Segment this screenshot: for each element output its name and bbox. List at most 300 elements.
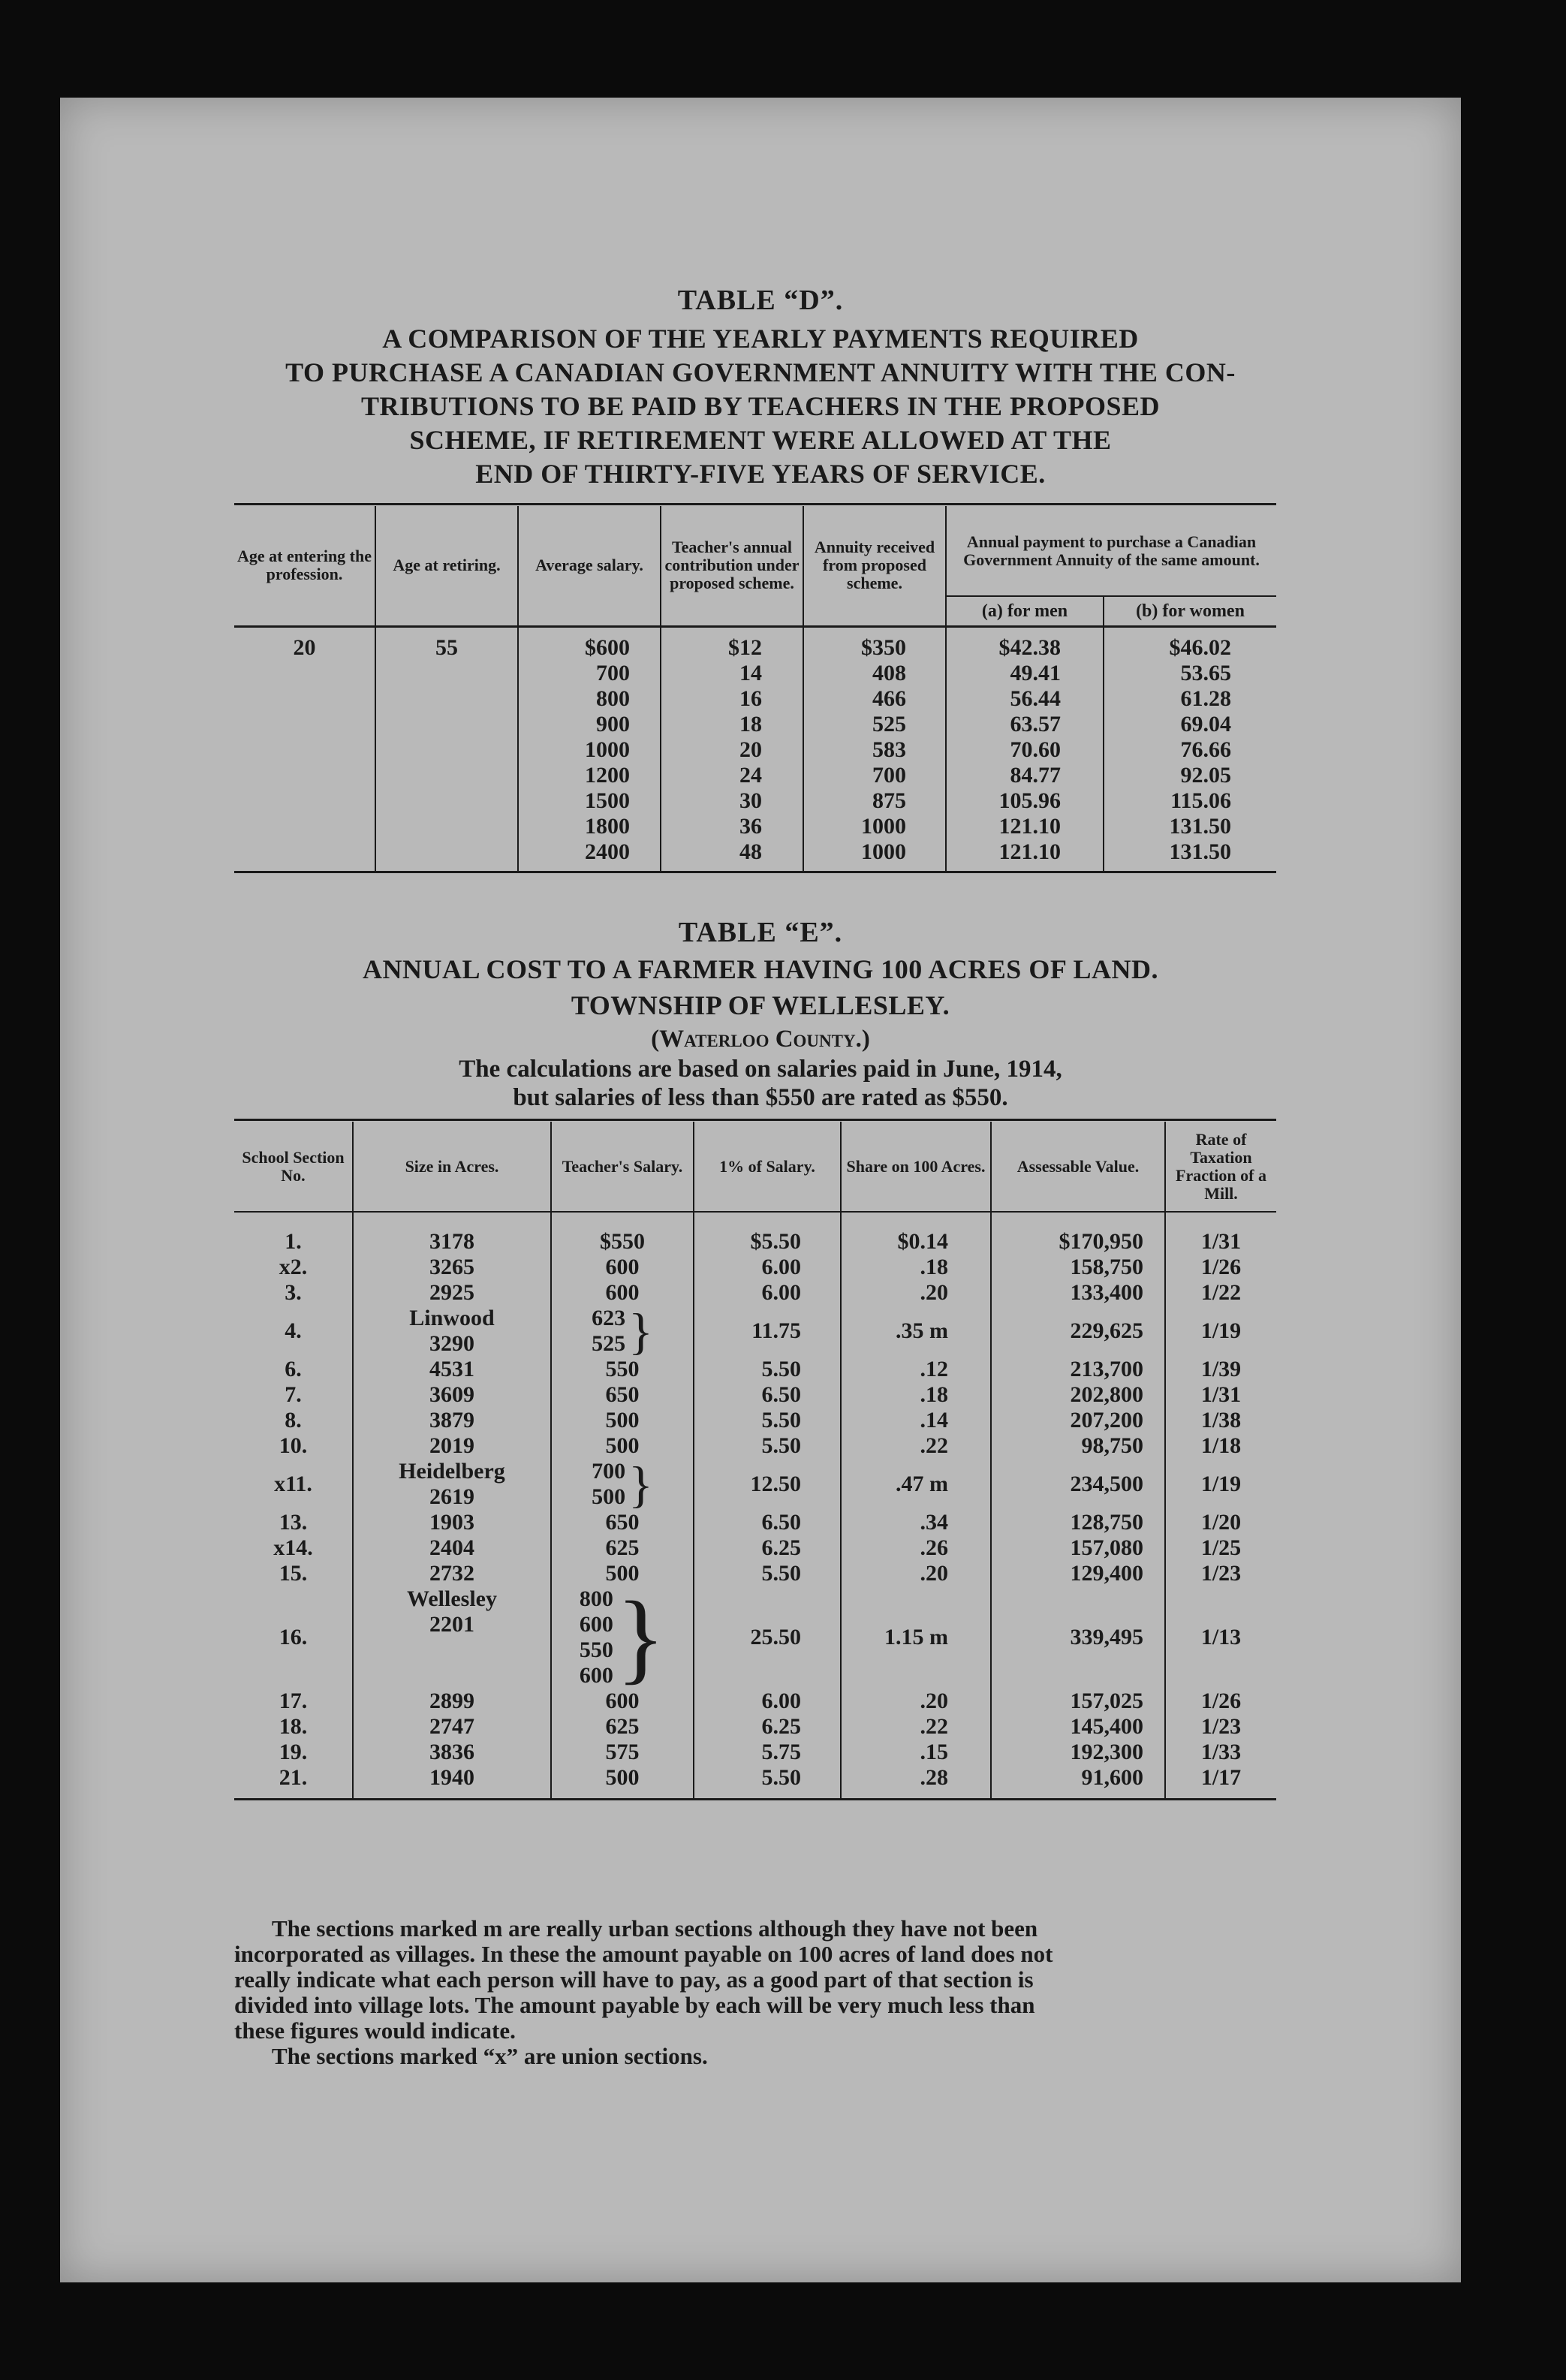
table-e-row	[234, 1433, 1276, 1459]
table-e-cell-share: .28	[841, 1765, 991, 1800]
table-e-cell-rate: 1/26	[1165, 1255, 1276, 1280]
table-e-cell-salary	[551, 1255, 694, 1280]
salary-values	[606, 1740, 640, 1765]
table-d-cell-men: 63.57	[946, 712, 1104, 737]
salary-value: 600	[579, 1612, 613, 1637]
table-e-cell-share: $0.14	[841, 1212, 991, 1255]
table-d-cell-entering	[234, 686, 375, 712]
table-e-header-rate: Rate of Taxation Fraction of a Mill.	[1165, 1122, 1276, 1212]
table-d-cell-salary: 1800	[518, 814, 661, 839]
table-e-cell-pct: 5.75	[694, 1740, 841, 1765]
salary-value: 525	[592, 1331, 626, 1356]
table-d-heading-line-3: TRIBUTIONS TO BE PAID BY TEACHERS IN THE PROPOSED	[360, 391, 1161, 421]
table-e-cell-size: 1940	[353, 1765, 551, 1800]
table-e-cell-section: 3.	[285, 1280, 302, 1305]
table-d-cell-salary: 1500	[518, 788, 661, 814]
salary-value: 600	[605, 1280, 640, 1305]
salary-list	[592, 1303, 653, 1360]
table-e-cell-pct: 5.50	[694, 1357, 841, 1382]
table-d-header-contribution: Teacher's annual contribution under proposed scheme.	[661, 506, 803, 626]
table-e-row	[234, 1714, 1276, 1740]
table-d-cell-retiring: 55	[375, 626, 518, 661]
section-acres: 2201	[429, 1612, 474, 1637]
table-d-cell-entering	[234, 712, 375, 737]
table-e-cell-value: 234,500	[991, 1459, 1165, 1510]
table-e-cell-size: 2732	[353, 1561, 551, 1586]
salary-values	[606, 1510, 640, 1535]
table-e-heading-line-1: ANNUAL COST TO A FARMER HAVING 100 ACRES OF LAND.	[362, 954, 1158, 984]
salary-values	[606, 1357, 640, 1382]
salary-value: 625	[605, 1714, 640, 1739]
table-d-cell-men: 56.44	[946, 686, 1104, 712]
table-e-cell-pct: 5.50	[694, 1408, 841, 1433]
table-e-note-line-2: but salaries of less than $550 are rated as $550.	[513, 1084, 1008, 1111]
brace-glyph: }	[616, 1581, 666, 1694]
table-d	[234, 506, 1276, 873]
table-e-cell-salary	[551, 1456, 694, 1513]
table-e-cell-section: 18.	[279, 1714, 308, 1739]
table-d-cell-contribution: 24	[661, 763, 803, 788]
table-d-cell-women: 131.50	[1104, 814, 1276, 839]
table-e-cell-rate: 1/25	[1165, 1535, 1276, 1561]
table-d-cell-men: 121.10	[946, 839, 1104, 872]
table-e-cell-value: 192,300	[991, 1740, 1165, 1765]
table-e-cell-salary	[551, 1535, 694, 1561]
table-e-cell-salary	[551, 1382, 694, 1408]
table-e-row	[234, 1459, 1276, 1510]
table-e-cell-size	[353, 1306, 551, 1357]
table-e-body	[234, 1212, 1276, 1800]
table-e-cell-size: 3265	[353, 1255, 551, 1280]
salary-value: 575	[605, 1740, 640, 1764]
table-e-row	[234, 1765, 1276, 1800]
table-e-cell-salary	[551, 1510, 694, 1535]
table-d-row	[234, 737, 1276, 763]
salary-value: 500	[605, 1408, 640, 1433]
table-e-cell-pct: 6.50	[694, 1510, 841, 1535]
table-e-cell-share: .18	[841, 1382, 991, 1408]
table-e-cell-section: 6.	[285, 1357, 302, 1381]
salary-values	[606, 1255, 640, 1280]
table-e-cell-section: x2.	[279, 1255, 308, 1279]
table-e-cell-salary	[551, 1303, 694, 1360]
table-e-cell-rate: 1/31	[1165, 1382, 1276, 1408]
table-d-cell-annuity: 525	[803, 712, 946, 737]
salary-values	[606, 1280, 640, 1306]
salary-value: 600	[605, 1255, 640, 1279]
salary-values	[606, 1765, 640, 1791]
table-e-cell-section: 13.	[279, 1510, 308, 1535]
table-d-cell-contribution: 36	[661, 814, 803, 839]
table-e-row	[234, 1689, 1276, 1714]
table-e-cell-pct: 6.00	[694, 1255, 841, 1280]
salary-list	[606, 1280, 640, 1306]
table-e-cell-rate: 1/39	[1165, 1357, 1276, 1382]
table-e-cell-section: 15.	[279, 1561, 308, 1586]
table-d-cell-women: 69.04	[1104, 712, 1276, 737]
table-d-cell-salary: 2400	[518, 839, 661, 872]
table-e-cell-salary	[551, 1740, 694, 1765]
salary-list	[606, 1765, 640, 1791]
table-e-row	[234, 1561, 1276, 1586]
table-e-cell-salary	[551, 1433, 694, 1459]
table-e-cell-pct: 5.50	[694, 1433, 841, 1459]
salary-value: 500	[592, 1484, 626, 1509]
table-d-cell-salary: 700	[518, 661, 661, 686]
table-e-cell-pct: 6.00	[694, 1689, 841, 1714]
table-d-cell-salary: 1000	[518, 737, 661, 763]
salary-values	[592, 1306, 625, 1357]
table-e-cell-rate: 1/17	[1165, 1765, 1276, 1800]
table-e-cell-size: 2404	[353, 1535, 551, 1561]
table-e-header-section: School Section No.	[242, 1147, 345, 1185]
salary-list	[606, 1740, 640, 1765]
table-d-cell-men: $42.38	[946, 626, 1104, 661]
salary-values	[606, 1408, 640, 1433]
salary-value: 650	[605, 1382, 640, 1407]
table-d-cell-salary: 1200	[518, 763, 661, 788]
table-e-cell-value: 339,495	[991, 1586, 1165, 1689]
table-d-body	[234, 626, 1276, 872]
table-d-header-age-entering: Age at entering the profession.	[237, 547, 372, 584]
table-e-cell-share: .20	[841, 1689, 991, 1714]
table-e-cell-section: 1.	[285, 1229, 302, 1254]
table-d-cell-salary: $600	[518, 626, 661, 661]
table-e-cell-rate: 1/38	[1165, 1408, 1276, 1433]
table-d-header-average-salary: Average salary.	[518, 506, 661, 626]
table-d-cell-men: 105.96	[946, 788, 1104, 814]
salary-list	[606, 1535, 640, 1561]
table-e-row	[234, 1306, 1276, 1357]
table-e-row	[234, 1255, 1276, 1280]
table-e-row	[234, 1280, 1276, 1306]
table-d-title: TABLE “D”.	[677, 285, 844, 316]
table-d-cell-retiring	[375, 763, 518, 788]
footnote-paragraph-1	[234, 1916, 1285, 2069]
table-d-header-women: (b) for women	[1104, 596, 1276, 626]
table-d-heading-line-4: SCHEME, IF RETIREMENT WERE ALLOWED AT THE	[409, 425, 1112, 455]
table-d-cell-men: 49.41	[946, 661, 1104, 686]
table-d-cell-retiring	[375, 737, 518, 763]
table-d-cell-annuity: 583	[803, 737, 946, 763]
section-name: Linwood	[409, 1306, 495, 1330]
table-d-cell-retiring	[375, 686, 518, 712]
salary-values	[606, 1535, 640, 1561]
table-d-cell-entering: 20	[293, 634, 316, 660]
table-e-cell-value: 133,400	[991, 1280, 1165, 1306]
table-e-note-line-1: The calculations are based on salaries paid in June, 1914,	[459, 1056, 1062, 1083]
table-d-cell-annuity: 1000	[803, 839, 946, 872]
table-d-cell-women: 61.28	[1104, 686, 1276, 712]
salary-value: 700	[592, 1459, 626, 1484]
table-d-row	[234, 712, 1276, 737]
table-e-cell-share: .35 m	[841, 1306, 991, 1357]
table-d-cell-women: 53.65	[1104, 661, 1276, 686]
table-e-cell-size: 1903	[353, 1510, 551, 1535]
salary-list	[606, 1689, 640, 1714]
table-e-cell-value: 157,025	[991, 1689, 1165, 1714]
section-acres: 3290	[429, 1331, 474, 1356]
brace-glyph: }	[628, 1303, 653, 1360]
table-e-cell-rate: 1/23	[1165, 1714, 1276, 1740]
salary-value: 625	[605, 1535, 640, 1560]
salary-values	[606, 1382, 640, 1408]
table-d-row	[234, 626, 1276, 661]
table-e-cell-rate: 1/33	[1165, 1740, 1276, 1765]
table-e-cell-share: .34	[841, 1510, 991, 1535]
table-e-cell-size	[353, 1459, 551, 1510]
table-e-cell-share: .47 m	[841, 1459, 991, 1510]
table-d-cell-retiring	[375, 712, 518, 737]
table-d-cell-salary: 800	[518, 686, 661, 712]
table-e-cell-size	[353, 1586, 551, 1689]
table-e-cell-section: 16.	[279, 1625, 308, 1649]
table-e-cell-salary	[551, 1357, 694, 1382]
salary-value: 550	[579, 1637, 613, 1662]
salary-values	[592, 1459, 625, 1510]
table-e-header-assessable: Assessable Value.	[991, 1122, 1165, 1212]
section-name: Wellesley	[407, 1586, 497, 1611]
table-e-cell-size: 3609	[353, 1382, 551, 1408]
table-e-cell-value: 91,600	[991, 1765, 1165, 1800]
table-e-cell-pct: 25.50	[694, 1586, 841, 1689]
salary-list	[606, 1382, 640, 1408]
table-e-cell-value: 98,750	[991, 1433, 1165, 1459]
table-e-cell-rate: 1/18	[1165, 1433, 1276, 1459]
footnote-line: divided into village lots. The amount payable by each will be very much less than	[234, 1992, 1035, 2018]
table-e-cell-rate: 1/31	[1165, 1212, 1276, 1255]
table-e-cell-value: $170,950	[991, 1212, 1165, 1255]
table-d-cell-contribution: 20	[661, 737, 803, 763]
section-acres: 2619	[429, 1484, 474, 1509]
brace-glyph: }	[628, 1456, 653, 1513]
table-e-cell-value: 129,400	[991, 1561, 1165, 1586]
table-d-cell-contribution: 16	[661, 686, 803, 712]
salary-values	[606, 1689, 640, 1714]
footnote-line: really indicate what each person will have to pay, as a good part of that section is	[234, 1966, 1034, 1993]
salary-list	[606, 1433, 640, 1459]
table-e-cell-share: .20	[841, 1561, 991, 1586]
table-e-cell-section: 8.	[285, 1408, 302, 1433]
table-e-header-pct: 1% of Salary.	[694, 1122, 841, 1212]
table-e-row	[234, 1408, 1276, 1433]
salary-value: 500	[605, 1433, 640, 1458]
table-e-cell-value: 229,625	[991, 1306, 1165, 1357]
table-d-cell-women: 76.66	[1104, 737, 1276, 763]
table-e-cell-salary	[551, 1581, 694, 1694]
salary-list	[606, 1255, 640, 1280]
table-d-cell-entering	[234, 788, 375, 814]
table-d-row	[234, 661, 1276, 686]
salary-list	[606, 1357, 640, 1382]
table-e-cell-section: 19.	[279, 1740, 308, 1764]
table-d-row	[234, 839, 1276, 872]
table-e-cell-pct: 5.50	[694, 1561, 841, 1586]
table-d-row	[234, 763, 1276, 788]
table-d-cell-retiring	[375, 814, 518, 839]
table-e-cell-pct: 6.25	[694, 1714, 841, 1740]
table-e-cell-value: 158,750	[991, 1255, 1165, 1280]
salary-values	[600, 1229, 645, 1255]
table-d-cell-retiring	[375, 661, 518, 686]
table-e-cell-size: 2925	[353, 1280, 551, 1306]
table-d-row	[234, 814, 1276, 839]
table-e-cell-salary	[551, 1689, 694, 1714]
table-e-cell-section: 4.	[285, 1318, 302, 1343]
table-e-row	[234, 1357, 1276, 1382]
table-e-cell-value: 202,800	[991, 1382, 1165, 1408]
table-e-cell-value: 207,200	[991, 1408, 1165, 1433]
table-d-cell-annuity: 1000	[803, 814, 946, 839]
table-e-cell-pct: $5.50	[694, 1212, 841, 1255]
salary-list	[600, 1229, 645, 1255]
table-e-cell-size: 2019	[353, 1433, 551, 1459]
table-d-cell-annuity: 875	[803, 788, 946, 814]
footnote-line: these figures would indicate.	[234, 2017, 516, 2044]
table-d-cell-entering	[234, 814, 375, 839]
table-d-top-rule	[234, 503, 1276, 505]
table-e-header-share: Share on 100 Acres.	[841, 1122, 991, 1212]
table-d-header-age-retiring: Age at retiring.	[375, 506, 518, 626]
table-d-cell-women: $46.02	[1104, 626, 1276, 661]
table-e	[234, 1122, 1276, 1800]
table-e-cell-section: x14.	[273, 1535, 313, 1560]
table-e-cell-rate: 1/20	[1165, 1510, 1276, 1535]
table-d-header-annuity: Annuity received from proposed scheme.	[803, 506, 946, 626]
table-e-cell-salary	[551, 1280, 694, 1306]
table-e-cell-share: .20	[841, 1280, 991, 1306]
table-d-heading-line-1: A COMPARISON OF THE YEARLY PAYMENTS REQUIRED	[382, 324, 1139, 354]
table-d-cell-contribution: 30	[661, 788, 803, 814]
table-e-cell-value: 145,400	[991, 1714, 1165, 1740]
table-d-header-annual-payment: Annual payment to purchase a Canadian Government Annuity of the same amount.	[946, 506, 1276, 596]
table-d-cell-retiring	[375, 839, 518, 872]
table-e-cell-share: 1.15 m	[841, 1586, 991, 1689]
table-d-cell-contribution: 14	[661, 661, 803, 686]
table-e-row	[234, 1510, 1276, 1535]
table-d-cell-contribution: 18	[661, 712, 803, 737]
table-e-cell-size: 4531	[353, 1357, 551, 1382]
table-e-cell-size: 3879	[353, 1408, 551, 1433]
table-d-cell-men: 121.10	[946, 814, 1104, 839]
table-d-header-men: (a) for men	[946, 596, 1104, 626]
table-e-header-size: Size in Acres.	[353, 1122, 551, 1212]
table-d-cell-women: 115.06	[1104, 788, 1276, 814]
table-e-cell-size: 3836	[353, 1740, 551, 1765]
table-e-cell-pct: 5.50	[694, 1765, 841, 1800]
salary-list	[592, 1456, 653, 1513]
table-e-cell-section: 10.	[279, 1433, 308, 1458]
table-e-cell-share: .12	[841, 1357, 991, 1382]
table-d-cell-entering	[234, 737, 375, 763]
salary-value: 800	[579, 1586, 613, 1611]
salary-value: 600	[605, 1689, 640, 1713]
table-d-cell-women: 131.50	[1104, 839, 1276, 872]
footnote-line: The sections marked m are really urban sections although they have not been	[272, 1915, 1038, 1942]
table-d-cell-annuity: 408	[803, 661, 946, 686]
footnote-line: incorporated as villages. In these the amount payable on 100 acres of land does not	[234, 1941, 1053, 1967]
table-e-row	[234, 1212, 1276, 1255]
table-d-cell-contribution: $12	[661, 626, 803, 661]
salary-values	[606, 1714, 640, 1740]
table-e-cell-rate: 1/23	[1165, 1561, 1276, 1586]
table-d-row	[234, 686, 1276, 712]
table-e-cell-salary	[551, 1714, 694, 1740]
table-e-cell-rate: 1/19	[1165, 1459, 1276, 1510]
table-d-row	[234, 788, 1276, 814]
table-e-cell-salary	[551, 1408, 694, 1433]
table-e-cell-pct: 11.75	[694, 1306, 841, 1357]
table-e-cell-rate: 1/26	[1165, 1689, 1276, 1714]
table-d-cell-entering	[234, 661, 375, 686]
table-d-heading-line-5: END OF THIRTY-FIVE YEARS OF SERVICE.	[475, 459, 1046, 489]
section-name: Heidelberg	[399, 1459, 505, 1484]
table-d-cell-entering	[234, 763, 375, 788]
table-e-cell-section: x11.	[274, 1472, 312, 1496]
table-d-cell-annuity: 466	[803, 686, 946, 712]
table-e-cell-size: 2899	[353, 1689, 551, 1714]
table-d-cell-men: 70.60	[946, 737, 1104, 763]
salary-value: 623	[592, 1306, 626, 1330]
table-e-cell-value: 128,750	[991, 1510, 1165, 1535]
table-e-cell-size: 3178	[353, 1212, 551, 1255]
table-e-row	[234, 1382, 1276, 1408]
table-d-cell-annuity: $350	[803, 626, 946, 661]
salary-list	[606, 1510, 640, 1535]
table-e-header-salary: Teacher's Salary.	[551, 1122, 694, 1212]
table-e-cell-size: 2747	[353, 1714, 551, 1740]
table-e-cell-salary	[551, 1212, 694, 1255]
table-d-heading-line-2: TO PURCHASE A CANADIAN GOVERNMENT ANNUITY WITH THE CON-	[285, 357, 1236, 387]
table-e-cell-value: 213,700	[991, 1357, 1165, 1382]
table-d-cell-salary: 900	[518, 712, 661, 737]
table-d-cell-women: 92.05	[1104, 763, 1276, 788]
footnote-paragraph-2: The sections marked “x” are union sections.	[272, 2043, 708, 2069]
table-d-cell-annuity: 700	[803, 763, 946, 788]
salary-list	[606, 1408, 640, 1433]
table-e-title: TABLE “E”.	[678, 917, 843, 948]
table-e-cell-pct: 6.50	[694, 1382, 841, 1408]
table-e-cell-share: .14	[841, 1408, 991, 1433]
table-e-cell-pct: 6.25	[694, 1535, 841, 1561]
table-d-cell-contribution: 48	[661, 839, 803, 872]
table-e-cell-salary	[551, 1765, 694, 1800]
salary-list	[579, 1581, 666, 1694]
salary-value: $550	[600, 1229, 645, 1254]
document-page	[60, 98, 1461, 2282]
table-e-cell-rate: 1/19	[1165, 1306, 1276, 1357]
table-e-row	[234, 1740, 1276, 1765]
salary-list	[606, 1714, 640, 1740]
table-e-cell-pct: 6.00	[694, 1280, 841, 1306]
table-e-top-rule	[234, 1119, 1276, 1121]
table-e-cell-share: .18	[841, 1255, 991, 1280]
table-e-cell-share: .15	[841, 1740, 991, 1765]
table-d-cell-men: 84.77	[946, 763, 1104, 788]
salary-value: 650	[605, 1510, 640, 1535]
table-e-cell-share: .26	[841, 1535, 991, 1561]
table-e-cell-section: 17.	[279, 1689, 308, 1713]
table-e-row	[234, 1535, 1276, 1561]
table-d-cell-retiring	[375, 788, 518, 814]
table-e-cell-section: 21.	[279, 1765, 308, 1790]
table-e-heading-line-2: TOWNSHIP OF WELLESLEY.	[571, 990, 950, 1020]
table-e-cell-share: .22	[841, 1433, 991, 1459]
salary-value: 500	[605, 1561, 640, 1586]
table-e-cell-rate: 1/22	[1165, 1280, 1276, 1306]
salary-value: 500	[605, 1765, 640, 1790]
table-e-cell-pct: 12.50	[694, 1459, 841, 1510]
